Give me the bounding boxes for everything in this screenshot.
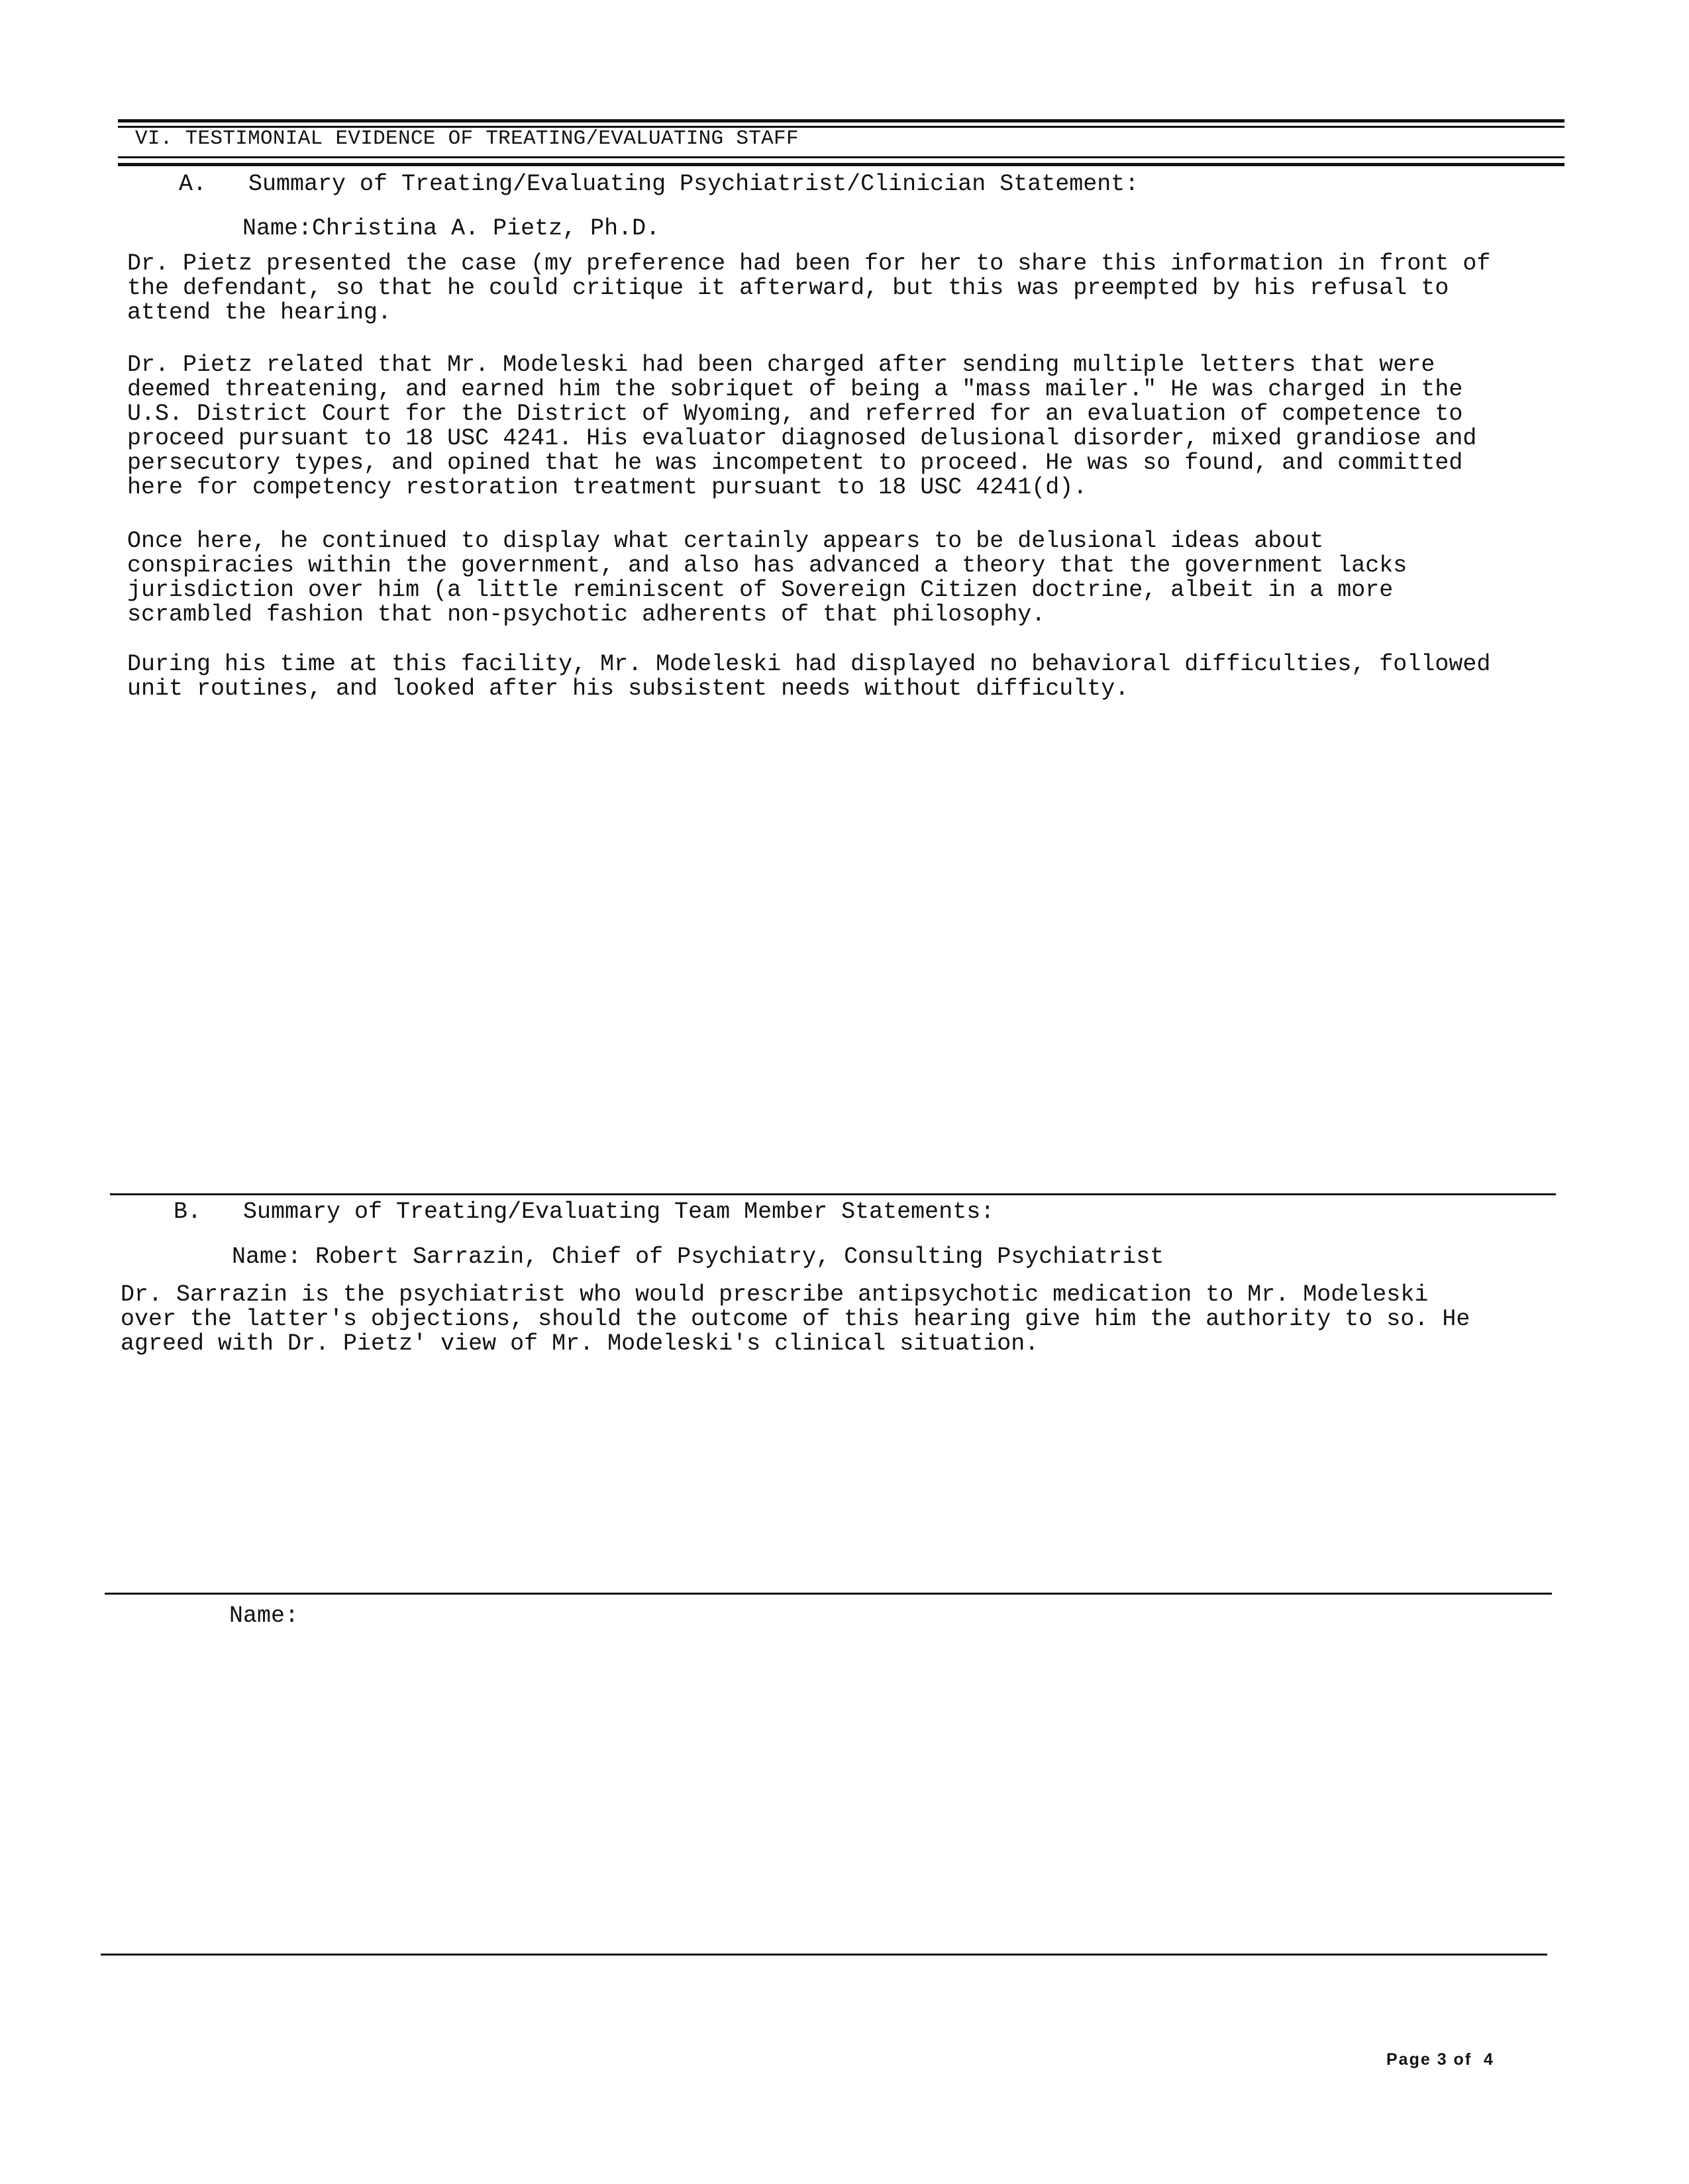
part-b-name-value: Robert Sarrazin, Chief of Psychiatry, Consulting Psychiatrist xyxy=(315,1244,1164,1270)
part-b-top-rule xyxy=(110,1193,1556,1195)
header-bottom-rule-2 xyxy=(118,163,1564,166)
page-number: Page 3 of 4 xyxy=(1386,2050,1494,2069)
header-top-rule-1 xyxy=(118,119,1564,123)
bottom-rule xyxy=(101,1954,1547,1956)
part-b-paragraph: Dr. Sarrazin is the psychiatrist who would prescribe antipsychotic medication to Mr. Modeleski over the latter's objections, should the outcome of this hearing give him the authority to so. He agreed with Dr. Pietz' view of Mr. Modeleski's clinical situation. xyxy=(121,1281,1470,1357)
part-a-paragraph-3: Once here, he continued to display what certainly appears to be delusional ideas about conspiracies within the government, and also has advanced a theory that the government lacks jurisdiction over him (a little reminiscent of Sovereign Citizen doctrine, albeit in a more scrambled fashion that non-psychotic adherents of that philosophy. xyxy=(127,528,1408,628)
part-a-name-line xyxy=(242,215,660,242)
part-a-paragraph-2: Dr. Pietz related that Mr. Modeleski had been charged after sending multiple letters that were deemed threatening, and earned him the sobriquet of being a "mass mailer." He was charged in the U.S. District Court for the District of Wyoming, and referred for an evaluation of competence to proceed pursuant to 18 USC 4241. His evaluator diagnosed delusional disorder, mixed grandiose and persecutory types, and opined that he was incompetent to proceed. He was so found, and committed here for competency restoration treatment pursuant to 18 USC 4241(d). xyxy=(127,352,1477,501)
part-a-heading: A. Summary of Treating/Evaluating Psychiatrist/Clinician Statement: xyxy=(179,171,1139,197)
part-b-name-label: Name: xyxy=(232,1244,302,1270)
part-a-paragraph-1: Dr. Pietz presented the case (my preference had been for her to share this information in front of the defendant, so that he could critique it afterward, but this was preempted by his refusal to attend the hearing. xyxy=(127,250,1491,326)
part-a-paragraph-4: During his time at this facility, Mr. Modeleski had displayed no behavioral difficulties, followed unit routines, and looked after his subsistent needs without difficulty. xyxy=(127,651,1491,702)
header-bottom-rule-1 xyxy=(118,156,1564,158)
section-title: VI. TESTIMONIAL EVIDENCE OF TREATING/EVALUATING STAFF xyxy=(135,127,799,150)
part-a-name-value: Christina A. Pietz, Ph.D. xyxy=(312,215,660,242)
part-b-name-line xyxy=(232,1244,1164,1270)
part-c-name-label: Name: xyxy=(229,1603,299,1629)
part-a-name-label: Name: xyxy=(242,215,313,242)
part-c-top-rule xyxy=(105,1593,1552,1595)
part-b-heading: B. Summary of Treating/Evaluating Team Member Statements: xyxy=(174,1199,995,1225)
